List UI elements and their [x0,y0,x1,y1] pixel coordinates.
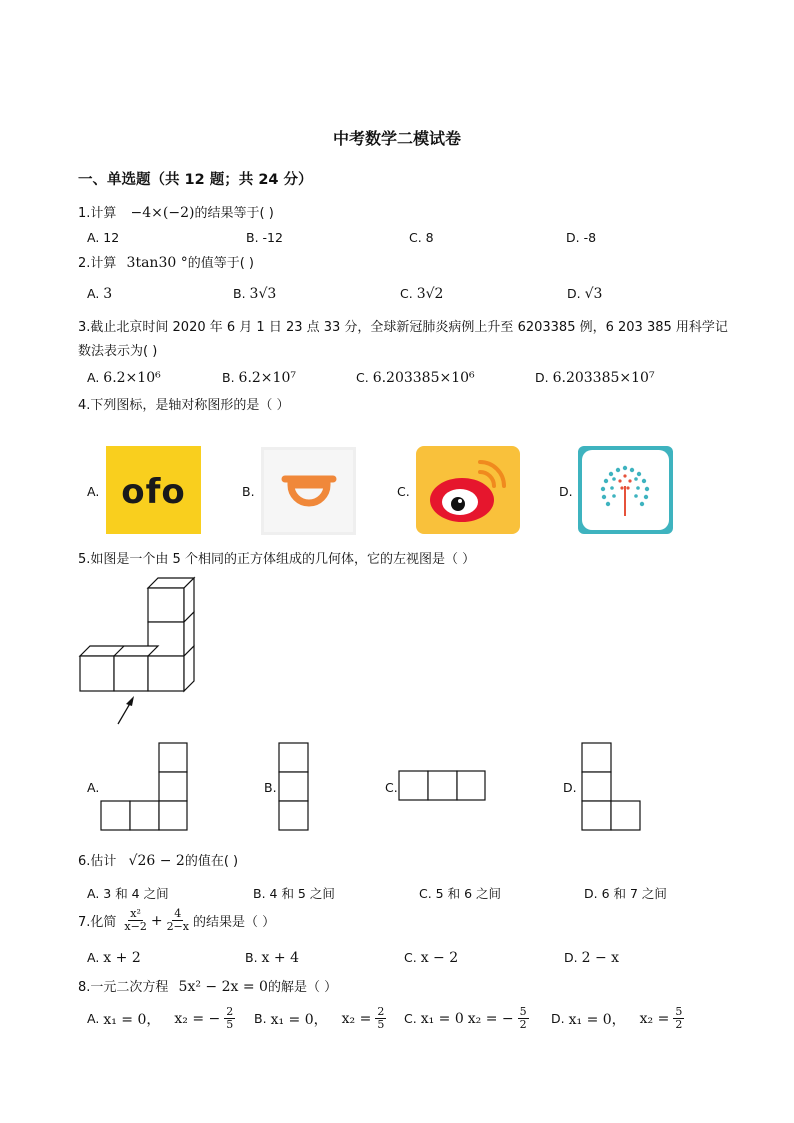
question-1 [78,202,274,221]
question-1-expr: −4×(−2) [130,205,195,221]
question-7 [78,908,275,933]
q7-plus: + [150,912,163,929]
question-8 [78,976,337,995]
ofo-logo-icon[interactable] [106,446,201,534]
ofo-logo-text: ofo [121,472,186,512]
question-5-text: 5.如图是一个由 5 个相同的正方体组成的几何体，它的左视图是（ ） [78,552,476,567]
q5-option-d-figure[interactable] [581,742,643,832]
question-2-suffix: 的值等于( ) [187,256,254,271]
q5-option-c-label[interactable]: C. [385,780,398,795]
q5-option-a-label[interactable]: A. [87,780,100,795]
question-2-text: 2.计算 [78,256,117,271]
q4-option-d-label[interactable]: D. [559,484,573,499]
page-title: 中考数学二模试卷 [332,129,461,148]
weibo-logo-icon[interactable] [416,446,520,534]
question-8-expr: 5x² − 2x = 0 [178,979,268,995]
question-1-text: 1.计算 [78,206,117,221]
view-arrow-head-icon [126,696,134,706]
question-6 [78,850,238,869]
question-8-text: 8.一元二次方程 [78,980,169,995]
question-7-suffix: 的结果是（ ） [192,915,276,930]
q3-option-c[interactable]: C. 6.203385×10⁶ [356,370,475,386]
question-2-expr: 3tan30 ° [126,255,188,271]
q2-option-a[interactable]: A. 3 [87,286,113,302]
q1-option-c[interactable]: C. 8 [409,230,434,245]
q5-option-b-label[interactable]: B. [264,780,277,795]
q5-option-b-figure[interactable] [278,742,310,832]
q6-option-c[interactable]: C. 5 和 6 之间 [419,886,502,901]
cube-solid-figure [76,576,206,731]
section-heading: 一、单选题（共 12 题；共 24 分） [78,172,313,188]
q1-option-b[interactable]: B. -12 [246,230,283,245]
q4-option-a-label[interactable]: A. [87,484,100,499]
q5-option-d-label[interactable]: D. [563,780,577,795]
question-8-suffix: 的解是（ ） [267,980,338,995]
question-4-text: 4.下列图标，是轴对称图形的是（ ） [78,398,290,413]
question-6-suffix: 的值在( ) [184,854,239,869]
question-6-expr: √26 − 2 [128,853,185,869]
question-3-text: 3.截止北京时间 2020 年 6 月 1 日 23 点 33 分，全球新冠肺炎病例上升至 6203385 例，6 203 385 用科学记数法表示为( ) [78,320,728,359]
dandelion-logo-icon[interactable] [578,446,673,534]
q5-option-a-figure[interactable] [100,742,190,832]
q8-option-b[interactable]: B. x₁ = 0， x₂ = $\frac{2}{5}$ [254,1005,385,1031]
question-2 [78,252,254,271]
question-7-text: 7.化简 [78,915,117,930]
q4-option-c-label[interactable]: C. [397,484,410,499]
q7-option-c[interactable]: C. x − 2 [404,950,459,966]
q6-option-d[interactable]: D. 6 和 7 之间 [584,886,667,901]
q2-option-d[interactable]: D. √3 [567,286,603,302]
q2-option-b[interactable]: B. 3√3 [233,286,277,302]
q3-option-d[interactable]: D. 6.203385×10⁷ [535,370,655,386]
q2-option-c[interactable]: C. 3√2 [400,286,444,302]
q8-option-a[interactable]: A. x₁ = 0， x₂ = − $\frac{2}{5}$ [87,1005,234,1031]
q7-option-b[interactable]: B. x + 4 [245,950,299,966]
q6-option-a[interactable]: A. 3 和 4 之间 [87,886,169,901]
q7-option-d[interactable]: D. 2 − x [564,950,620,966]
q3-option-b[interactable]: B. 6.2×10⁷ [222,370,296,386]
q3-option-a[interactable]: A. 6.2×10⁶ [87,370,161,386]
q5-option-c-figure[interactable] [398,770,488,802]
q8-option-c[interactable]: C. x₁ = 0 x₂ = − $\frac{5}{2}$ [404,1005,527,1031]
q7-option-a[interactable]: A. x + 2 [87,950,141,966]
q7-fraction-2: $\frac{4}{2-x}$ [166,907,189,933]
q1-option-d[interactable]: D. -8 [566,230,597,245]
question-1-suffix: 的结果等于( ) [194,206,274,221]
q7-fraction-1: $\frac{\text{x²}}{x-2}$ [124,907,147,933]
q1-option-a[interactable]: A. 12 [87,230,120,245]
didi-logo-icon[interactable] [261,447,356,535]
q4-option-b-label[interactable]: B. [242,484,255,499]
q6-option-b[interactable]: B. 4 和 5 之间 [253,886,335,901]
question-6-text: 6.估计 [78,854,117,869]
q8-option-d[interactable]: D. x₁ = 0， x₂ = $\frac{5}{2}$ [551,1005,683,1031]
